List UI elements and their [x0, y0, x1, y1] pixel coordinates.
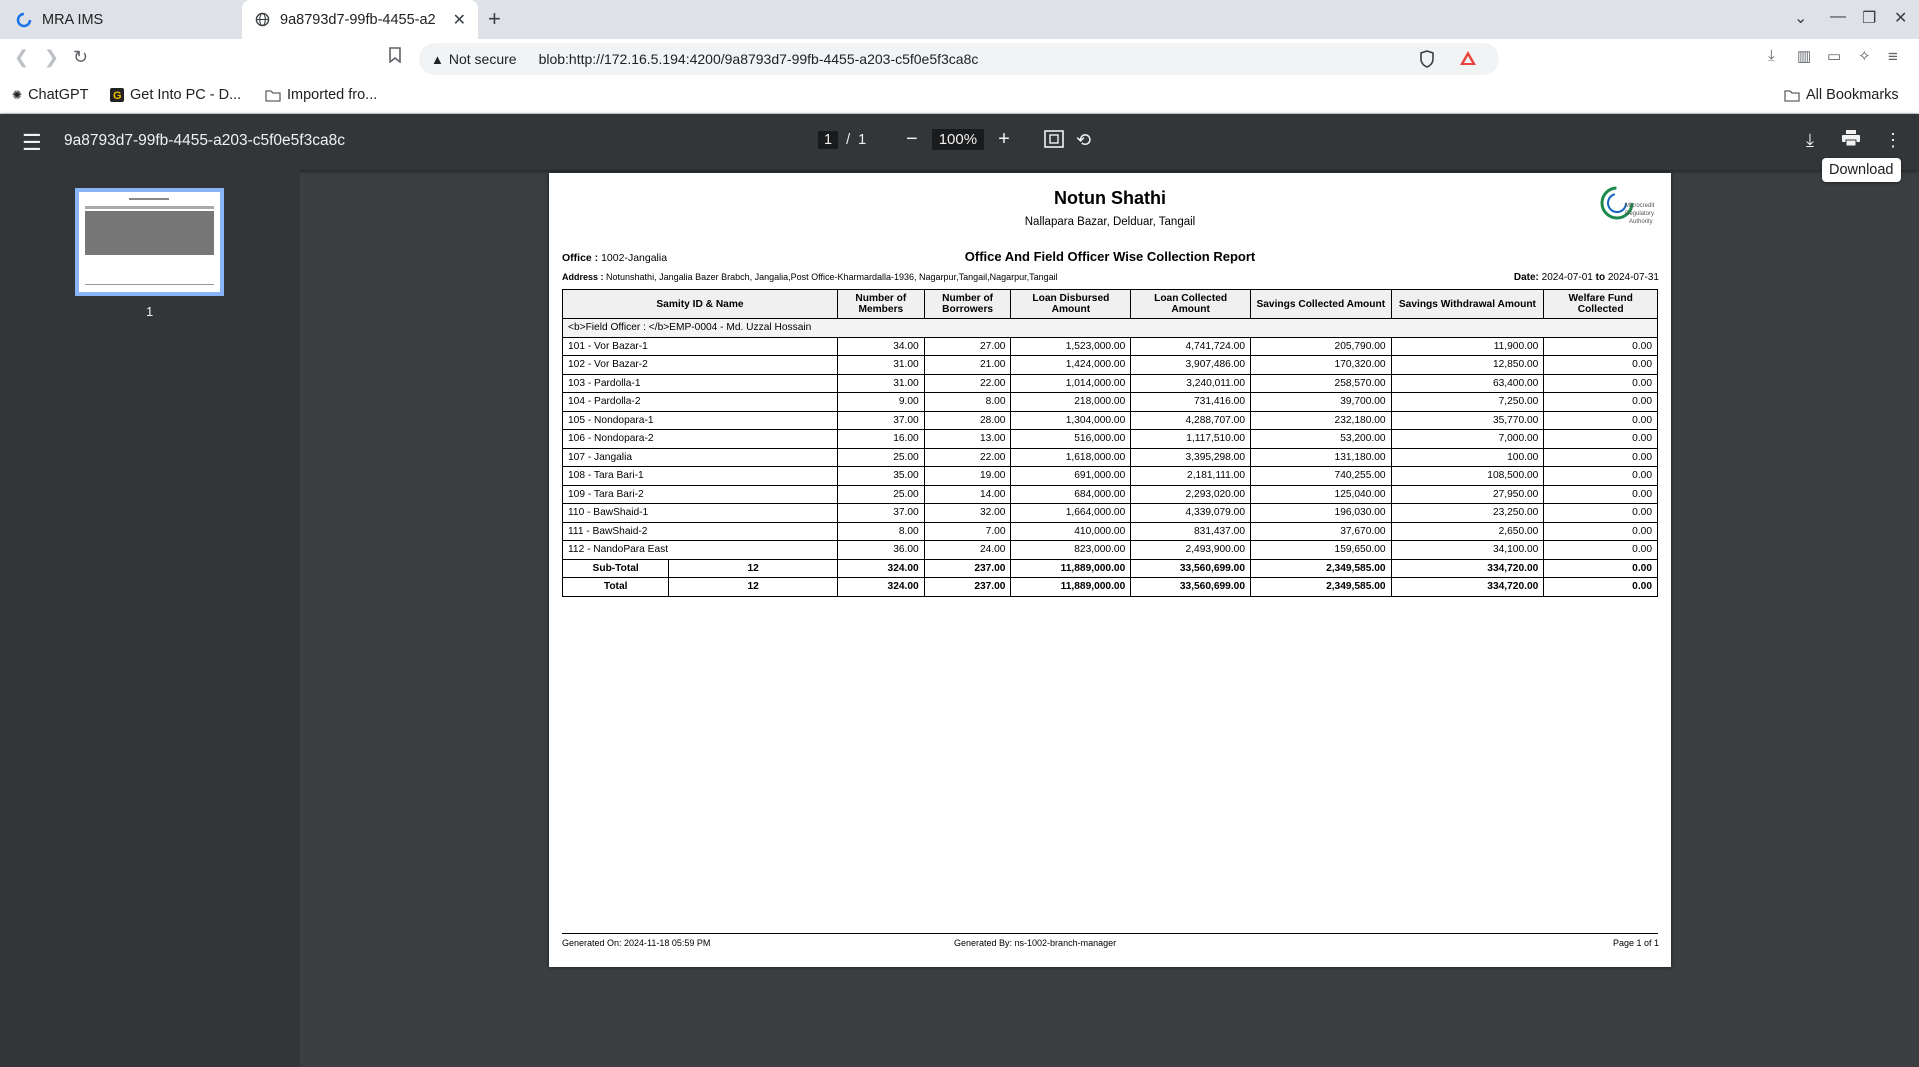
browser-menu-icon[interactable]: ≡ — [1888, 47, 1898, 66]
value-cell: 258,570.00 — [1251, 374, 1392, 393]
reload-icon[interactable]: ↻ — [73, 47, 89, 67]
address-bar[interactable] — [419, 43, 1499, 75]
value-cell: 8.00 — [924, 393, 1011, 412]
table-row — [563, 541, 1658, 560]
table-header-row — [563, 290, 1658, 319]
bookmark-chatgpt[interactable]: ✺ ChatGPT — [12, 87, 89, 103]
address-info — [562, 272, 1058, 282]
value-cell: 108,500.00 — [1391, 467, 1544, 486]
value-cell: 3,907,486.00 — [1131, 356, 1251, 375]
office-label: Office : — [562, 252, 599, 264]
value-cell: 35,770.00 — [1391, 411, 1544, 430]
value-cell: 36.00 — [837, 541, 924, 560]
tab-search-icon[interactable]: ⌄ — [1794, 10, 1808, 27]
samity-name-cell: 103 - Pardolla-1 — [563, 374, 838, 393]
value-cell: 34,100.00 — [1391, 541, 1544, 560]
value-cell: 324.00 — [837, 559, 924, 578]
value-cell: 205,790.00 — [1251, 337, 1392, 356]
hamburger-menu-icon[interactable]: ☰ — [22, 130, 42, 155]
samity-name-cell: 104 - Pardolla-2 — [563, 393, 838, 412]
column-header: Savings Withdrawal Amount — [1391, 290, 1544, 319]
warning-icon: ▲ — [431, 51, 444, 67]
table-row — [563, 411, 1658, 430]
value-cell: 13.00 — [924, 430, 1011, 449]
total-label-cell: Total — [563, 578, 669, 597]
value-cell: 21.00 — [924, 356, 1011, 375]
subtotal-row — [563, 559, 1658, 578]
generated-on: Generated On: 2024-11-18 05:59 PM — [562, 938, 711, 948]
address-value: Notunshathi, Jangalia Bazer Brabch, Jangalia,Post Office-Kharmardalla-1936, Nagarpur,Tangail,Nagarpur,Tangail — [606, 272, 1058, 282]
thumbnail-line — [85, 284, 214, 285]
value-cell: 2,349,585.00 — [1251, 559, 1392, 578]
samity-name-cell: 110 - BawShaid-1 — [563, 504, 838, 523]
page-count: Page 1 of 1 — [1612, 938, 1659, 948]
column-header: Samity ID & Name — [563, 290, 838, 319]
value-cell: 22.00 — [924, 374, 1011, 393]
value-cell: 684,000.00 — [1011, 485, 1131, 504]
value-cell: 232,180.00 — [1251, 411, 1392, 430]
field-officer-label: <b>Field Officer : </b>EMP-0004 - Md. Uzzal Hossain — [563, 319, 1658, 338]
column-header: Loan Collected Amount — [1131, 290, 1251, 319]
value-cell: 0.00 — [1544, 411, 1658, 430]
forward-icon[interactable]: ❯ — [44, 47, 60, 67]
tab-title: 9a8793d7-99fb-4455-a2 — [280, 11, 436, 28]
folder-icon — [1784, 89, 1800, 102]
samity-name-cell: 106 - Nondopara-2 — [563, 430, 838, 449]
table-row — [563, 430, 1658, 449]
fit-to-page-icon[interactable] — [1044, 130, 1064, 153]
samity-name-cell: 102 - Vor Bazar-2 — [563, 356, 838, 375]
zoom-level-input[interactable]: 100% — [932, 129, 984, 150]
pdf-toolbar — [0, 114, 1919, 170]
value-cell: 1,618,000.00 — [1011, 448, 1131, 467]
value-cell: 4,339,079.00 — [1131, 504, 1251, 523]
samity-name-cell: 105 - Nondopara-1 — [563, 411, 838, 430]
footer-divider — [562, 933, 1658, 934]
logo-text-1: Microcredit — [1625, 203, 1655, 209]
value-cell: 22.00 — [924, 448, 1011, 467]
table-row — [563, 374, 1658, 393]
logo-text-3: Authority — [1629, 219, 1653, 225]
thumbnail-line — [85, 206, 214, 209]
value-cell: 11,889,000.00 — [1011, 578, 1131, 597]
value-cell: 4,741,724.00 — [1131, 337, 1251, 356]
table-row — [563, 337, 1658, 356]
thumbnail-line — [129, 198, 169, 200]
getintopc-icon — [110, 88, 124, 102]
bookmarks-bar — [0, 79, 1919, 114]
tab-mra-ims[interactable] — [8, 0, 238, 39]
value-cell: 334,720.00 — [1391, 578, 1544, 597]
value-cell: 2,493,900.00 — [1131, 541, 1251, 560]
value-cell: 53,200.00 — [1251, 430, 1392, 449]
value-cell: 37.00 — [837, 411, 924, 430]
value-cell: 0.00 — [1544, 485, 1658, 504]
rotate-icon[interactable]: ⟲ — [1076, 130, 1092, 150]
tab-pdf[interactable] — [242, 0, 478, 39]
value-cell: 39,700.00 — [1251, 393, 1392, 412]
value-cell: 0.00 — [1544, 559, 1658, 578]
page-separator: / — [846, 132, 851, 148]
value-cell: 31.00 — [837, 374, 924, 393]
downloads-icon[interactable]: ⤓ — [1768, 47, 1775, 64]
page-selector — [818, 131, 866, 149]
current-page-input[interactable]: 1 — [818, 131, 838, 149]
value-cell: 25.00 — [837, 485, 924, 504]
brave-shield-icon[interactable] — [1419, 50, 1435, 71]
value-cell: 0.00 — [1544, 393, 1658, 412]
value-cell: 1,304,000.00 — [1011, 411, 1131, 430]
value-cell: 2,650.00 — [1391, 522, 1544, 541]
value-cell: 740,255.00 — [1251, 467, 1392, 486]
back-icon[interactable]: ❮ — [14, 47, 30, 67]
value-cell: 831,437.00 — [1131, 522, 1251, 541]
value-cell: 0.00 — [1544, 467, 1658, 486]
value-cell: 27.00 — [924, 337, 1011, 356]
new-tab-icon[interactable]: + — [488, 6, 501, 31]
value-cell: 237.00 — [924, 559, 1011, 578]
value-cell: 1,424,000.00 — [1011, 356, 1131, 375]
address-label: Address : — [562, 272, 604, 282]
value-cell: 731,416.00 — [1131, 393, 1251, 412]
total-pages: 1 — [858, 132, 867, 148]
samity-name-cell: 111 - BawShaid-2 — [563, 522, 838, 541]
value-cell: 516,000.00 — [1011, 430, 1131, 449]
date-label: Date: — [1513, 272, 1539, 283]
mra-logo-icon — [16, 12, 32, 28]
value-cell: 0.00 — [1544, 448, 1658, 467]
date-to-label: to — [1595, 272, 1606, 283]
value-cell: 33,560,699.00 — [1131, 578, 1251, 597]
brave-rewards-icon[interactable] — [1459, 50, 1477, 69]
total-row — [563, 578, 1658, 597]
download-icon[interactable]: ⤓ — [1806, 130, 1814, 150]
thumbnail-sidebar — [0, 170, 300, 1067]
value-cell: 1,664,000.00 — [1011, 504, 1131, 523]
value-cell: 0.00 — [1544, 374, 1658, 393]
value-cell: 0.00 — [1544, 430, 1658, 449]
value-cell: 2,181,111.00 — [1131, 467, 1251, 486]
restore-icon[interactable]: ❐ — [1862, 10, 1877, 27]
value-cell: 823,000.00 — [1011, 541, 1131, 560]
value-cell: 63,400.00 — [1391, 374, 1544, 393]
value-cell: 131,180.00 — [1251, 448, 1392, 467]
svg-text:G: G — [113, 90, 122, 102]
value-cell: 37.00 — [837, 504, 924, 523]
value-cell: 334,720.00 — [1391, 559, 1544, 578]
total-label-cell: Sub-Total — [563, 559, 669, 578]
samity-count-cell: 12 — [669, 559, 838, 578]
wallet-icon[interactable]: ▭ — [1827, 48, 1842, 65]
value-cell: 19.00 — [924, 467, 1011, 486]
date-range — [1514, 272, 1659, 283]
value-cell: 37,670.00 — [1251, 522, 1392, 541]
tab-strip — [0, 0, 1919, 39]
value-cell: 16.00 — [837, 430, 924, 449]
pdf-file-title: 9a8793d7-99fb-4455-a203-c5f0e5f3ca8c — [64, 132, 345, 149]
value-cell: 0.00 — [1544, 337, 1658, 356]
value-cell: 1,523,000.00 — [1011, 337, 1131, 356]
navigation-bar — [0, 39, 1919, 79]
value-cell: 7.00 — [924, 522, 1011, 541]
value-cell: 27,950.00 — [1391, 485, 1544, 504]
value-cell: 0.00 — [1544, 541, 1658, 560]
value-cell: 24.00 — [924, 541, 1011, 560]
value-cell: 0.00 — [1544, 522, 1658, 541]
value-cell: 691,000.00 — [1011, 467, 1131, 486]
samity-count-cell: 12 — [669, 578, 838, 597]
thumbnail-table — [85, 211, 214, 255]
table-row — [563, 393, 1658, 412]
samity-name-cell: 109 - Tara Bari-2 — [563, 485, 838, 504]
mra-logo — [1597, 185, 1659, 230]
value-cell: 2,293,020.00 — [1131, 485, 1251, 504]
value-cell: 1,117,510.00 — [1131, 430, 1251, 449]
column-header: Number of Borrowers — [924, 290, 1011, 319]
office-value: 1002-Jangalia — [601, 252, 668, 264]
bookmark-imported-folder[interactable]: Imported fro... — [265, 87, 377, 103]
value-cell: 125,040.00 — [1251, 485, 1392, 504]
organization-name: Notun Shathi — [1054, 188, 1166, 208]
table-row — [563, 467, 1658, 486]
more-actions-icon[interactable]: ⋮ — [1884, 130, 1902, 150]
leo-ai-icon[interactable]: ✧ — [1858, 48, 1871, 65]
value-cell: 218,000.00 — [1011, 393, 1131, 412]
thumbnail-page-number: 1 — [146, 304, 154, 319]
value-cell: 34.00 — [837, 337, 924, 356]
value-cell: 159,650.00 — [1251, 541, 1392, 560]
bookmark-get-into-pc[interactable]: G Get Into PC - D... — [110, 87, 241, 103]
field-officer-group-row — [563, 319, 1658, 338]
value-cell: 23,250.00 — [1391, 504, 1544, 523]
value-cell: 3,395,298.00 — [1131, 448, 1251, 467]
value-cell: 14.00 — [924, 485, 1011, 504]
bookmark-icon[interactable] — [388, 47, 402, 68]
table-row — [563, 448, 1658, 467]
print-icon[interactable] — [1842, 130, 1860, 151]
value-cell: 0.00 — [1544, 504, 1658, 523]
chatgpt-icon: ✺ — [12, 88, 23, 102]
column-header: Loan Disbursed Amount — [1011, 290, 1131, 319]
tab-title: MRA IMS — [42, 11, 104, 28]
value-cell: 31.00 — [837, 356, 924, 375]
table-row — [563, 485, 1658, 504]
samity-name-cell: 107 - Jangalia — [563, 448, 838, 467]
globe-icon — [254, 12, 270, 28]
value-cell: 7,000.00 — [1391, 430, 1544, 449]
value-cell: 324.00 — [837, 578, 924, 597]
pdf-page — [549, 173, 1671, 967]
logo-text-2: Regulatory — [1625, 211, 1655, 217]
value-cell: 196,030.00 — [1251, 504, 1392, 523]
value-cell: 33,560,699.00 — [1131, 559, 1251, 578]
window-close-icon[interactable]: ✕ — [1894, 10, 1908, 27]
value-cell: 9.00 — [837, 393, 924, 412]
value-cell: 410,000.00 — [1011, 522, 1131, 541]
column-header: Number of Members — [837, 290, 924, 319]
value-cell: 0.00 — [1544, 578, 1658, 597]
value-cell: 3,240,011.00 — [1131, 374, 1251, 393]
generated-by: Generated By: ns-1002-branch-manager — [954, 938, 1117, 948]
samity-name-cell: 101 - Vor Bazar-1 — [563, 337, 838, 356]
value-cell: 237.00 — [924, 578, 1011, 597]
column-header: Welfare Fund Collected — [1544, 290, 1658, 319]
value-cell: 8.00 — [837, 522, 924, 541]
folder-icon — [265, 89, 281, 102]
samity-name-cell: 112 - NandoPara East — [563, 541, 838, 560]
zoom-out-icon[interactable]: − — [906, 128, 918, 150]
minimize-icon[interactable]: — — [1830, 8, 1846, 25]
table-row — [563, 504, 1658, 523]
zoom-in-icon[interactable]: + — [998, 128, 1010, 150]
page-thumbnail[interactable] — [75, 188, 224, 296]
report-title: Office And Field Officer Wise Collection Report — [964, 249, 1256, 264]
value-cell: 11,900.00 — [1391, 337, 1544, 356]
value-cell: 4,288,707.00 — [1131, 411, 1251, 430]
value-cell: 2,349,585.00 — [1251, 578, 1392, 597]
value-cell: 35.00 — [837, 467, 924, 486]
collection-report-table — [562, 289, 1658, 597]
samity-name-cell: 108 - Tara Bari-1 — [563, 467, 838, 486]
close-tab-icon[interactable]: ✕ — [452, 11, 466, 29]
url-text: blob:http://172.16.5.194:4200/9a8793d7-99fb-4455-a203-c5f0e5f3ca8c — [538, 51, 979, 67]
date-to: 2024-07-31 — [1607, 272, 1659, 283]
date-from: 2024-07-01 — [1541, 272, 1593, 283]
value-cell: 32.00 — [924, 504, 1011, 523]
all-bookmarks-folder[interactable]: All Bookmarks — [1784, 87, 1899, 103]
value-cell: 100.00 — [1391, 448, 1544, 467]
value-cell: 1,014,000.00 — [1011, 374, 1131, 393]
value-cell: 28.00 — [924, 411, 1011, 430]
value-cell: 170,320.00 — [1251, 356, 1392, 375]
value-cell: 25.00 — [837, 448, 924, 467]
security-indicator[interactable]: ▲ Not secure — [431, 51, 517, 67]
value-cell: 0.00 — [1544, 356, 1658, 375]
table-row — [563, 522, 1658, 541]
value-cell: 12,850.00 — [1391, 356, 1544, 375]
value-cell: 11,889,000.00 — [1011, 559, 1131, 578]
sidebar-toggle-icon[interactable]: ▥ — [1797, 48, 1812, 65]
download-tooltip: Download — [1822, 158, 1901, 182]
table-row — [563, 356, 1658, 375]
zoom-controls — [906, 128, 1010, 151]
organization-address: Nallapara Bazar, Delduar, Tangail — [1024, 216, 1196, 228]
value-cell: 7,250.00 — [1391, 393, 1544, 412]
column-header: Savings Collected Amount — [1251, 290, 1392, 319]
